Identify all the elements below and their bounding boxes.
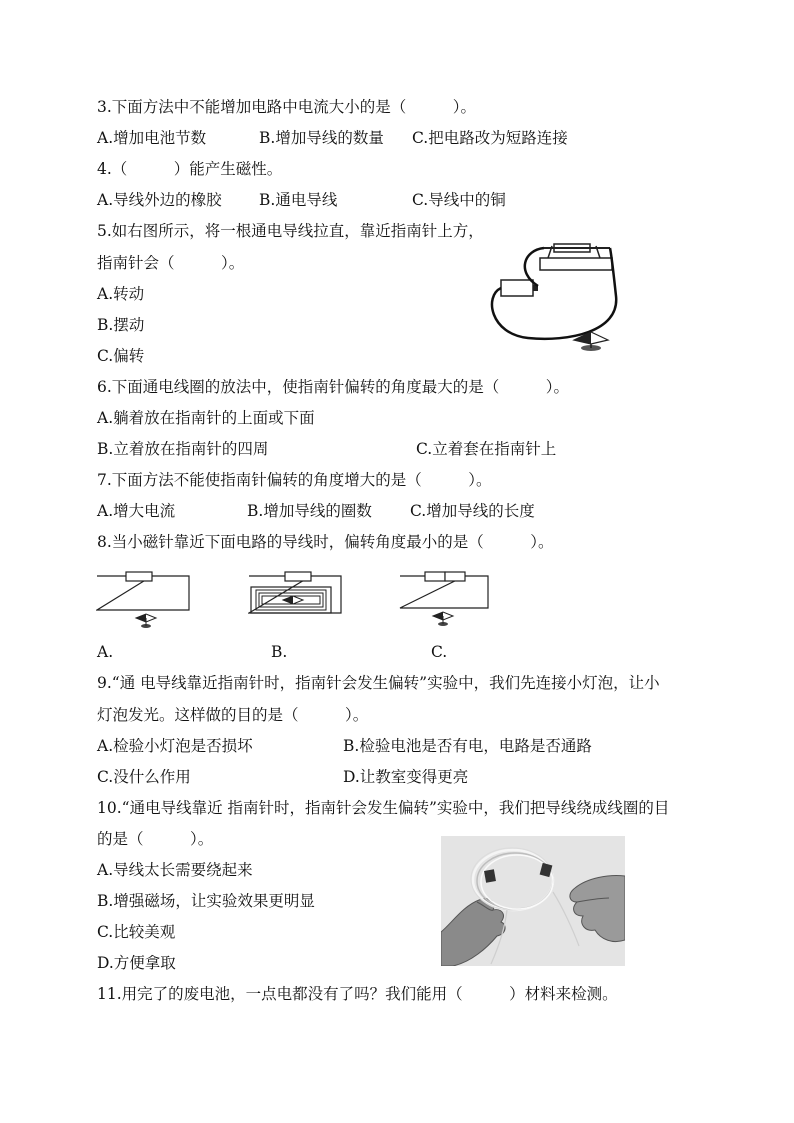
q4-stem: 4.（ ）能产生磁性。 — [97, 160, 283, 178]
q7-option-a: A.增大电流 — [97, 502, 176, 520]
q7-option-b: B.增加导线的圈数 — [247, 502, 372, 520]
q10-option-b: B.增强磁场，让实验效果更明显 — [97, 892, 315, 910]
q6-stem: 6.下面通电线圈的放法中，使指南针偏转的角度最大的是（ ）。 — [97, 378, 570, 396]
q9-option-b: B.检验电池是否有电，电路是否通路 — [343, 737, 592, 755]
q4-option-b: B.通电导线 — [259, 191, 338, 209]
q10-stem-line2: 的是（ ）。 — [97, 830, 214, 848]
q6-option-b: B.立着放在指南针的四周 — [97, 440, 269, 458]
q9-option-a: A.检验小灯泡是否损坏 — [97, 737, 253, 755]
q5-option-c: C.偏转 — [97, 347, 145, 365]
q5-option-b: B.摆动 — [97, 316, 145, 334]
q5-stem-line1: 5.如右图所示，将一根通电导线拉直，靠近指南针上方， — [97, 222, 484, 240]
q8-label-a: A. — [97, 643, 114, 661]
q5-wire-compass-figure — [488, 236, 628, 358]
q8-label-b: B. — [271, 643, 288, 661]
q3-stem: 3.下面方法中不能增加电路中电流大小的是（ ）。 — [97, 98, 477, 116]
q10-option-a: A.导线太长需要绕起来 — [97, 861, 253, 879]
q8-circuit-a — [96, 566, 192, 634]
q8-circuit-c — [399, 566, 495, 634]
q10-stem-line1: 10.“通电导线靠近 指南针时，指南针会发生偏转”实验中，我们把导线绕成线圈的目 — [97, 799, 670, 817]
q9-option-c: C.没什么作用 — [97, 768, 191, 786]
q8-stem: 8.当小磁针靠近下面电路的导线时，偏转角度最小的是（ ）。 — [97, 533, 554, 551]
q9-option-d: D.让教室变得更亮 — [343, 768, 469, 786]
q6-option-a: A.躺着放在指南针的上面或下面 — [97, 409, 315, 427]
q4-option-c: C.导线中的铜 — [412, 191, 506, 209]
q3-option-b: B.增加导线的数量 — [259, 129, 384, 147]
q6-option-c: C.立着套在指南针上 — [416, 440, 557, 458]
q11-stem: 11.用完了的废电池，一点电都没有了吗？我们能用（ ）材料来检测。 — [97, 985, 618, 1003]
q7-stem: 7.下面方法不能使指南针偏转的角度增大的是（ ）。 — [97, 471, 492, 489]
q3-option-a: A.增加电池节数 — [97, 129, 207, 147]
q7-option-c: C.增加导线的长度 — [410, 502, 535, 520]
q5-stem-line2: 指南针会（ ）。 — [97, 254, 245, 272]
q10-option-d: D.方便拿取 — [97, 954, 176, 972]
q4-option-a: A.导线外边的橡胶 — [97, 191, 222, 209]
q9-stem-line1: 9.“通 电导线靠近指南针时，指南针会发生偏转”实验中，我们先连接小灯泡，让小 — [97, 674, 660, 692]
q10-coil-photo — [441, 836, 625, 966]
q9-stem-line2: 灯泡发光。这样做的目的是（ ）。 — [97, 706, 369, 724]
q8-circuit-b — [248, 566, 344, 634]
q8-label-c: C. — [431, 643, 448, 661]
q10-option-c: C.比较美观 — [97, 923, 176, 941]
q5-option-a: A.转动 — [97, 285, 145, 303]
q3-option-c: C.把电路改为短路连接 — [412, 129, 568, 147]
